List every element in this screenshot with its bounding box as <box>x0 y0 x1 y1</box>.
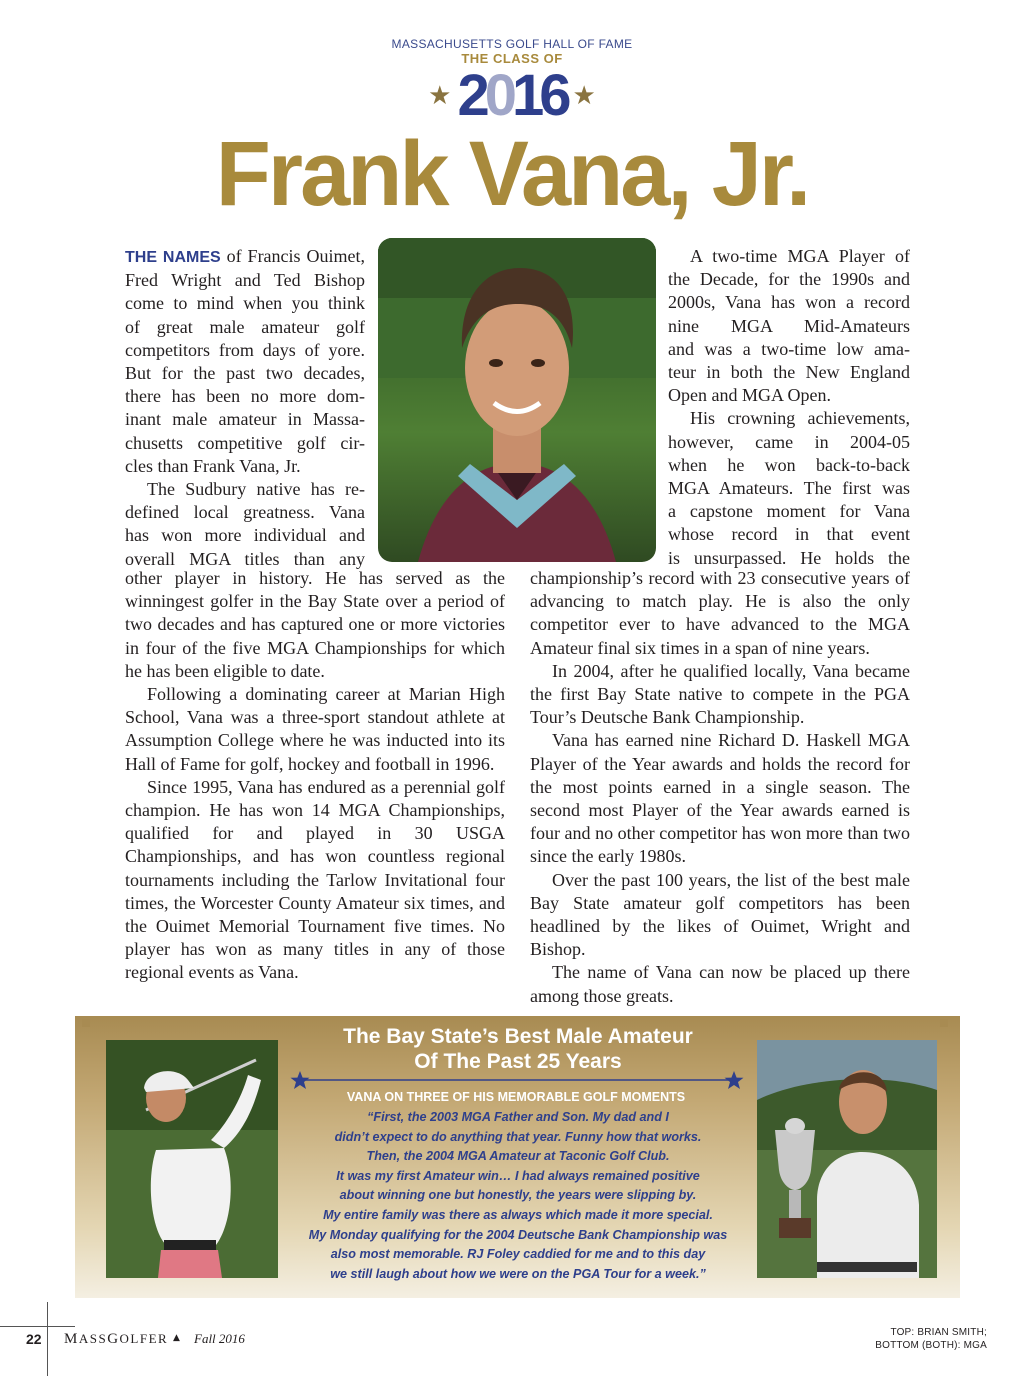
article-line: come to mind when you think <box>125 293 365 314</box>
article-line: is unsurpassed. He holds the <box>668 547 910 568</box>
article-paragraph: Over the past 100 years, the list of the best male Bay State amateur golf competitors has been headlined by the likes of Ouimet, Wright and Bishop. <box>530 869 910 960</box>
article-paragraph: In 2004, after he qualified locally, Vana became the first Bay State native to compete in the PGA Tour’s Deutsche Bank Championship. <box>530 660 910 728</box>
article-line: a capstone moment for Vana <box>668 501 910 522</box>
quote-line: we still laugh about how we were on the PGA Tour for a week.” <box>330 1266 706 1281</box>
header-hall-of-fame: MASSACHUSETTS GOLF HALL OF FAME <box>391 37 633 51</box>
golfer-swing-illustration <box>106 1040 278 1278</box>
article-line: MGA Amateurs. The first was <box>668 478 910 499</box>
article-line: and was a two-time low ama- <box>668 338 910 359</box>
article-right-top <box>668 245 910 570</box>
year-row <box>0 63 1024 128</box>
article-line: Open and MGA Open. <box>668 385 831 406</box>
sidebar-quote <box>290 1108 746 1284</box>
article-line: THE NAMES of Francis Ouimet, <box>125 246 365 266</box>
article-line: Fred Wright and Ted Bishop <box>125 270 365 291</box>
crop-mark <box>47 1302 48 1376</box>
magazine-name: MASSGOLFER <box>64 1331 169 1347</box>
issue-date: Fall 2016 <box>194 1331 245 1346</box>
article-right-bottom <box>530 567 910 1008</box>
article-line: But for the past two decades, <box>125 363 365 384</box>
star-icon: ★ <box>428 81 452 111</box>
article-line: overall MGA titles than any <box>125 548 365 569</box>
quote-line: about winning one but honestly, the years were slipping by. <box>339 1188 697 1203</box>
article-line: nine MGA Mid-Amateurs <box>668 315 910 336</box>
article-line: there has been no more dom- <box>125 386 365 407</box>
crop-mark <box>0 1326 75 1327</box>
class-year: 2016 <box>457 63 567 128</box>
golfer-trophy-illustration <box>757 1040 937 1278</box>
sidebar-notch <box>82 1019 90 1027</box>
photo-golfer-swing <box>106 1040 278 1278</box>
quote-line: didn’t expect to do anything that year. Funny how that works. <box>334 1129 702 1144</box>
article-line: has won more individual and <box>125 525 365 546</box>
photo-credit: TOP: BRIAN SMITH; BOTTOM (BOTH): MGA <box>875 1327 987 1351</box>
article-line: teur in both the New England <box>668 362 910 383</box>
article-line: The Sudbury native has re- <box>147 479 365 500</box>
portrait-photo <box>378 238 656 562</box>
article-line: however, came in 2004-05 <box>668 431 910 452</box>
quote-line: My entire family was there as always which made it more special. <box>323 1207 713 1222</box>
quote-line: Then, the 2004 MGA Amateur at Taconic Golf Club. <box>366 1149 670 1164</box>
article-left-bottom <box>125 567 505 985</box>
page-number: 22 <box>26 1331 42 1347</box>
article-line: when he won back-to-back <box>668 454 910 475</box>
star-divider <box>288 1070 746 1090</box>
article-line: A two-time MGA Player of <box>690 246 910 266</box>
quote-line: “First, the 2003 MGA Father and Son. My dad and I <box>367 1110 669 1124</box>
article-paragraph: Vana has earned nine Richard D. Haskell MGA Player of the Year awards and holds the record for the most points earned in a single season. The second most Player of the Year awards earned is four and no other competitor has won more than two since the early 1980s. <box>530 730 910 867</box>
article-paragraph: Since 1995, Vana has endured as a perennial golf champion. He has won 14 MGA Championships, qualified for and played in 30 USGA Championships, and has won countless regional tournaments including the Tarlow Invitational four times, the Worcester County Amateur six times, and the Ouimet Memorial Tournament five times. No player has won as many titles in any of those regional events as Vana. <box>125 776 505 983</box>
portrait-illustration <box>378 238 656 562</box>
quote-line: also most memorable. RJ Foley caddied for me and to this day <box>330 1247 706 1262</box>
golf-ball-icon: ▲ <box>173 1333 180 1343</box>
header-class-of: THE CLASS OF <box>461 51 563 66</box>
article-line: 2000s, Vana has won a record <box>668 292 910 313</box>
quote-line: It was my first Amateur win… I had always remained positive <box>336 1168 700 1183</box>
article-paragraph: championship’s record with 23 consecutive years of advancing to match play. He is also the only competitor ever to have advanced to the MGA Amateur final six times in a span of nine years. <box>530 568 910 658</box>
star-icon: ★ <box>572 81 596 111</box>
lead-in: THE NAMES <box>125 249 221 266</box>
sidebar-notch <box>940 1019 948 1027</box>
article-line: His crowning achievements, <box>690 408 910 429</box>
page-title: Frank Vana, Jr. <box>215 123 809 225</box>
article-paragraph: other player in history. He has served as the winningest golfer in the Bay State over a period of two decades and has captured one or more victories in four of the five MGA Championships for which he has been eligible to date. <box>125 568 505 681</box>
article-line: competitors from days of yore. <box>125 339 365 360</box>
article-line: the Decade, for the 1990s and <box>668 269 910 290</box>
sidebar-subtitle: VANA ON THREE OF HIS MEMORABLE GOLF MOMENTS <box>346 1090 686 1104</box>
article-line: of great male amateur golf <box>125 316 365 337</box>
photo-golfer-trophy <box>757 1040 937 1278</box>
quote-line: My Monday qualifying for the 2004 Deutsche Bank Championship was <box>308 1227 728 1242</box>
article-line: inant male amateur in Massa- <box>125 409 365 430</box>
article-paragraph: Following a dominating career at Marian High School, Vana was a three-sport standout athlete at Assumption College where he was inducted into its Hall of Fame for golf, hockey and football in 1996. <box>125 684 505 774</box>
article-line: defined local greatness. Vana <box>125 502 365 523</box>
article-line: whose record in that event <box>668 524 910 545</box>
article-left-top <box>125 245 365 571</box>
article-paragraph: The name of Vana can now be placed up there among those greats. <box>530 962 910 1006</box>
article-line: chusetts competitive golf cir- <box>125 432 365 453</box>
article-line: cles than Frank Vana, Jr. <box>125 455 301 476</box>
sidebar-title: The Bay State’s Best Male Amateur Of The Past 25 Years <box>343 1025 693 1073</box>
